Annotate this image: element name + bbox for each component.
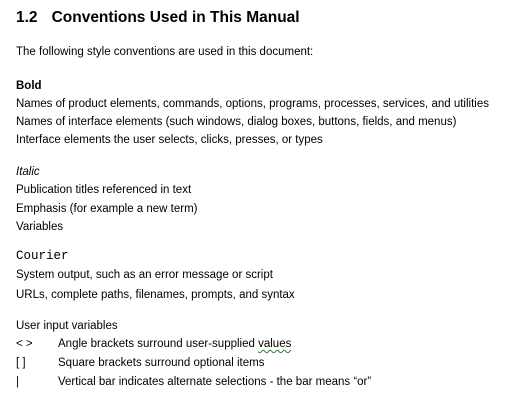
courier-item: URLs, complete paths, filenames, prompts, and syntax — [16, 289, 295, 301]
italic-item: Publication titles referenced in text — [16, 184, 192, 196]
bold-item: Names of interface elements (such windows, dialog boxes, buttons, fields, and menus) — [16, 116, 457, 128]
courier-item: System output, such as an error message or script — [16, 269, 273, 281]
bold-item: Names of product elements, commands, options, programs, processes, services, and utilities — [16, 98, 489, 110]
section-title: Conventions Used in This Manual — [51, 9, 300, 26]
angle-brackets-description — [58, 337, 291, 351]
spellcheck-flagged-word: values — [258, 338, 292, 350]
italic-item: Variables — [16, 221, 64, 233]
input-variables-label: User input variables — [16, 320, 118, 332]
vertical-bar-symbol: | — [16, 376, 19, 388]
italic-item: Emphasis (for example a new term) — [16, 203, 198, 215]
square-brackets-symbol: [ ] — [16, 357, 26, 369]
square-brackets-description: Square brackets surround optional items — [58, 357, 265, 369]
angle-brackets-symbol: < > — [16, 338, 33, 350]
italic-label: Italic — [16, 166, 40, 178]
section-number: 1.2 — [16, 9, 38, 26]
bold-label: Bold — [16, 80, 42, 92]
section-heading — [16, 9, 300, 27]
intro-paragraph: The following style conventions are used in this document: — [16, 46, 314, 58]
vertical-bar-description: Vertical bar indicates alternate selections - the bar means “or” — [58, 376, 372, 388]
angle-brackets-text: Angle brackets surround user-supplied — [58, 338, 259, 350]
courier-label: Courier — [16, 249, 69, 263]
bold-item: Interface elements the user selects, clicks, presses, or types — [16, 134, 323, 146]
